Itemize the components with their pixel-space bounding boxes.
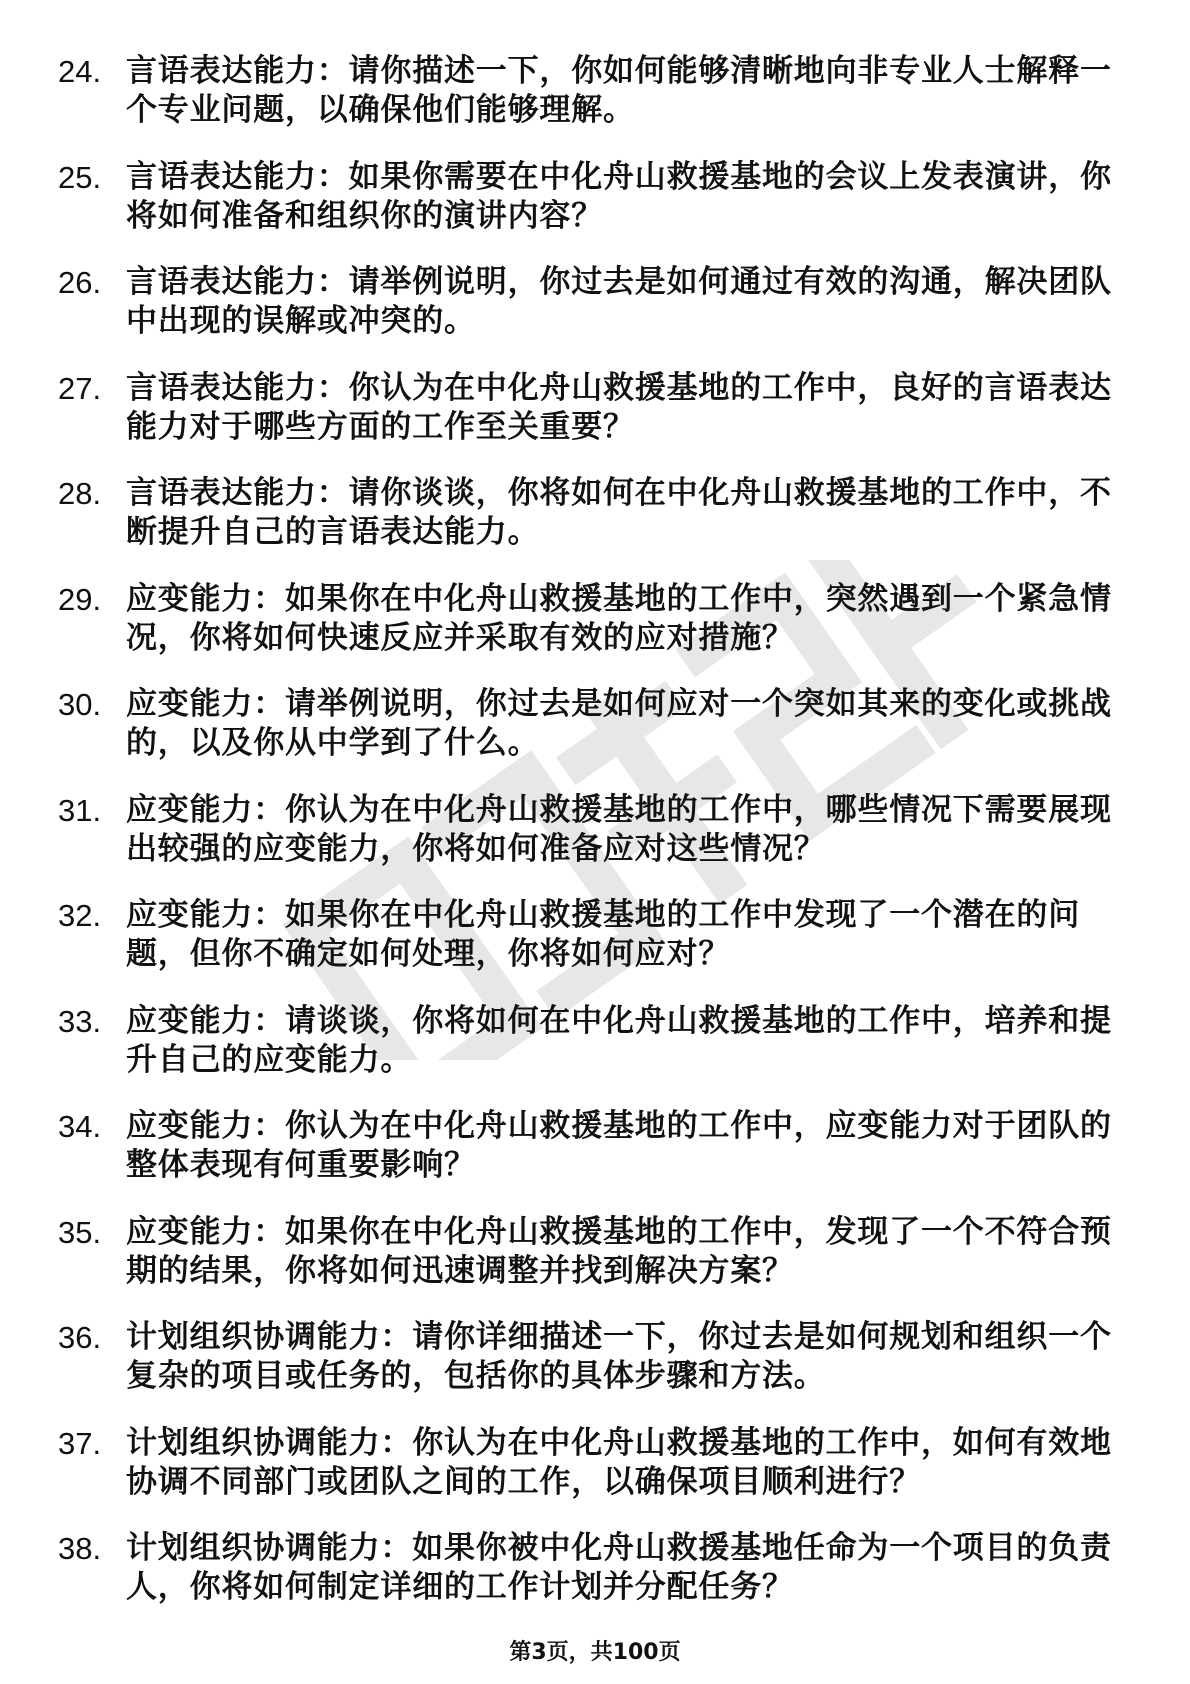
list-item: [58, 1424, 1128, 1502]
question-text: 应变能力：如果你在中化舟山救援基地的工作中，突然遇到一个紧急情况，你将如何快速反应并采取有效的应对措施？: [126, 580, 1112, 656]
question-number: 28.: [58, 476, 102, 511]
question-text: 计划组织协调能力：如果你被中化舟山救援基地任命为一个项目的负责人，你将如何制定详细的工作计划并分配任务？: [126, 1530, 1112, 1605]
question-number: 38.: [58, 1531, 102, 1566]
question-number: 32.: [58, 898, 102, 933]
list-item: [58, 1107, 1128, 1185]
question-text: 计划组织协调能力：请你详细描述一下，你过去是如何规划和组织一个复杂的项目或任务的，包括你的具体步骤和方法。: [126, 1319, 1112, 1394]
list-item: [58, 580, 1128, 658]
question-number: 24.: [58, 54, 102, 89]
question-text: 应变能力：请谈谈，你将如何在中化舟山救援基地的工作中，培养和提升自己的应变能力。: [126, 1002, 1112, 1078]
list-item: [58, 369, 1128, 447]
list-item: [58, 1002, 1128, 1080]
question-text: 应变能力：你认为在中化舟山救援基地的工作中，哪些情况下需要展现出较强的应变能力，你将如何准备应对这些情况？: [126, 791, 1112, 867]
question-text: 应变能力：如果你在中化舟山救援基地的工作中，发现了一个不符合预期的结果，你将如何迅速调整并找到解决方案？: [126, 1213, 1112, 1289]
list-item: [58, 263, 1128, 341]
question-text: 计划组织协调能力：你认为在中化舟山救援基地的工作中，如何有效地协调不同部门或团队之间的工作，以确保项目顺利进行？: [126, 1424, 1112, 1500]
question-text: 应变能力：如果你在中化舟山救援基地的工作中发现了一个潜在的问题，但你不确定如何处理，你将如何应对？: [126, 897, 1080, 972]
list-item: [58, 896, 1128, 974]
list-item: [58, 474, 1128, 552]
page-footer: [0, 1635, 1190, 1666]
list-item: [58, 158, 1128, 236]
list-item: [58, 791, 1128, 869]
list-item: [58, 685, 1128, 763]
question-text: 言语表达能力：请举例说明，你过去是如何通过有效的沟通，解决团队中出现的误解或冲突的。: [126, 264, 1112, 339]
question-number: 27.: [58, 370, 102, 406]
list-item: [58, 52, 1128, 130]
question-number: 35.: [58, 1214, 102, 1250]
list-item: [58, 1318, 1128, 1396]
question-text: 言语表达能力：请你描述一下，你如何能够清晰地向非专业人士解释一个专业问题，以确保他们能够理解。: [126, 53, 1112, 128]
question-list: [58, 52, 1128, 1635]
question-number: 37.: [58, 1425, 102, 1461]
question-text: 应变能力：你认为在中化舟山救援基地的工作中，应变能力对于团队的整体表现有何重要影响？: [126, 1108, 1112, 1183]
question-text: 言语表达能力：请你谈谈，你将如何在中化舟山救援基地的工作中，不断提升自己的言语表达能力。: [126, 475, 1112, 550]
list-item: [58, 1213, 1128, 1291]
page-number-label: 第3页，共100页: [509, 1640, 681, 1665]
question-number: 26.: [58, 265, 102, 300]
question-number: 30.: [58, 687, 102, 722]
question-number: 31.: [58, 792, 102, 828]
question-text: 言语表达能力：如果你需要在中化舟山救援基地的会议上发表演讲，你将如何准备和组织你的演讲内容？: [126, 158, 1112, 234]
question-number: 34.: [58, 1109, 102, 1144]
question-text: 应变能力：请举例说明，你过去是如何应对一个突如其来的变化或挑战的，以及你从中学到了什么。: [126, 686, 1112, 761]
question-number: 33.: [58, 1003, 102, 1039]
list-item: [58, 1529, 1128, 1607]
question-number: 29.: [58, 581, 102, 617]
question-number: 36.: [58, 1320, 102, 1355]
question-number: 25.: [58, 159, 102, 195]
question-text: 言语表达能力：你认为在中化舟山救援基地的工作中，良好的言语表达能力对于哪些方面的工作至关重要？: [126, 369, 1112, 445]
